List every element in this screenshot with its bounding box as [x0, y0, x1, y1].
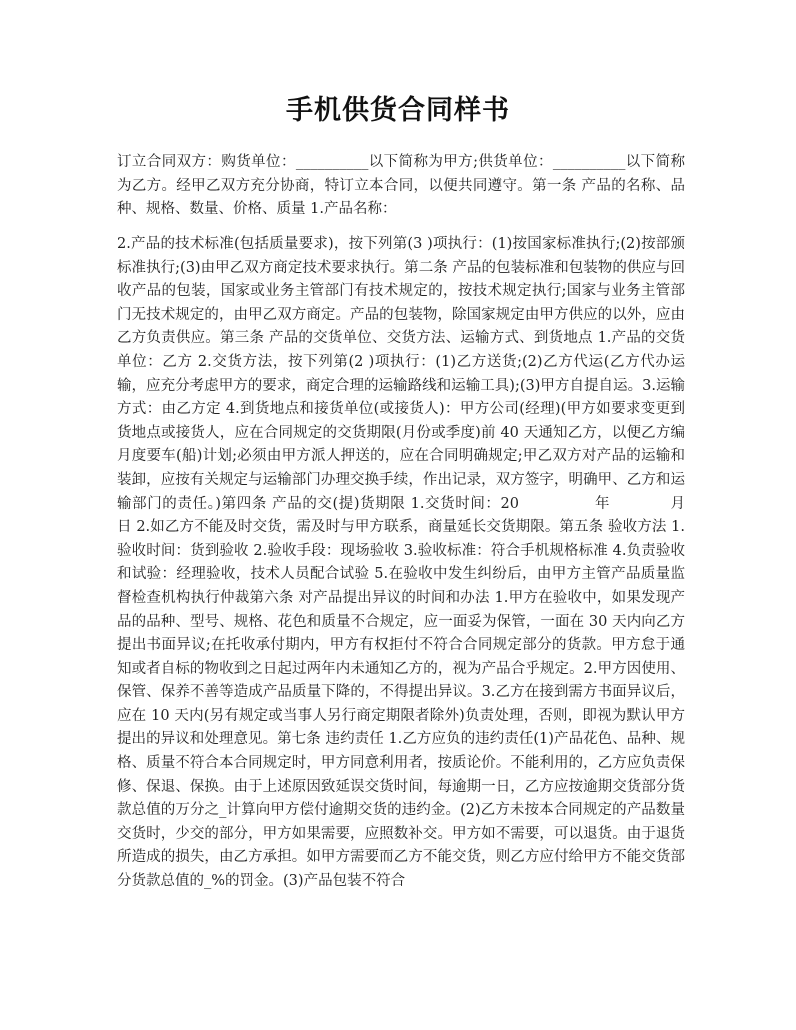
document-title: 手机供货合同样书 [286, 95, 510, 126]
contract-paragraph-terms: 2.产品的技术标准(包括质量要求)，按下列第(3 )项执行：(1)按国家标准执行;(2)按部颁标准执行;(3)由甲乙双方商定技术要求执行。第二条 产品的包装标准和包装物的供应与回收产品的包装，国家或业务主管部门有技术规定的，按技术规定执行;国家与业务主管部门无技术规定的，由甲乙双方商定。产品的包装物，除国家规定由甲方供应的以外，应由乙方负责供应。第三条 产品的交货单位、交货方法、运输方式、到货地点 1.产品的交货单位：乙方 2.交货方法，按下列第(2 )项执行：(1)乙方送货;(2)乙方代运(乙方代办运输，应充分考虑甲方的要求，商定合理的运输路线和运输工具);(3)甲方自提自运。3.运输方式：由乙方定 4.到货地点和接货单位(或接货人)：甲方公司(经理)(甲方如要求变更到货地点或接货人，应在合同规定的交货期限(月份或季度)前 40 天通知乙方，以便乙方编月度要车(船)计划;必须由甲方派人押送的，应在合同明确规定;甲乙双方对产品的运输和装卸，应按有关规定与运输部门办理交换手续，作出记录，双方签字，明确甲、乙方和运输部门的责任。)第四条 产品的交(提)货期限 1.交货时间：20 年 月 日 2.如乙方不能及时交货，需及时与甲方联系，商量延长交货期限。第五条 验收方法 1.验收时间：货到验收 2.验收手段：现场验收 3.验收标准：符合手机规格标准 4.负责验收和试验：经理验收，技术人员配合试验 5.在验收中发生纠纷后，由甲方主管产品质量监督检查机构执行仲裁第六条 对产品提出异议的时间和办法 1.甲方在验收中，如果发现产品的品种、型号、规格、花色和质量不合规定，应一面妥为保管，一面在 30 天内向乙方提出书面异议;在托收承付期内，甲方有权拒付不符合合同规定部分的货款。甲方怠于通知或者自标的物收到之日起过两年内未通知乙方的，视为产品合乎规定。2.甲方因使用、保管、保养不善等造成产品质量下降的，不得提出异议。3.乙方在接到需方书面异议后，应在 10 天内(另有规定或当事人另行商定期限者除外)负责处理，否则，即视为默认甲方提出的异议和处理意见。第七条 违约责任 1.乙方应负的违约责任(1)产品花色、品种、规格、质量不符合本合同规定时，甲方同意利用者，按质论价。不能利用的，乙方应负责保修、保退、保换。由于上述原因致延误交货时间，每逾期一日，乙方应按逾期交货部分货款总值的万分之_计算向甲方偿付逾期交货的违约金。(2)乙方未按本合同规定的产品数量交货时，少交的部分，甲方如果需要，应照数补交。甲方如不需要，可以退货。由于退货所造成的损失，由乙方承担。如甲方需要而乙方不能交货，则乙方应付给甲方不能交货部分货款总值的_%的罚金。(3)产品包装不符合 [117, 236, 743, 890]
contract-paragraph-parties: 订立合同双方：购货单位：__________以下简称为甲方;供货单位：__________以下简称为乙方。经甲乙双方充分协商，特订立本合同，以便共同遵守。第一条 产品的名称、品种、规格、数量、价格、质量 1.产品名称： [117, 154, 685, 218]
